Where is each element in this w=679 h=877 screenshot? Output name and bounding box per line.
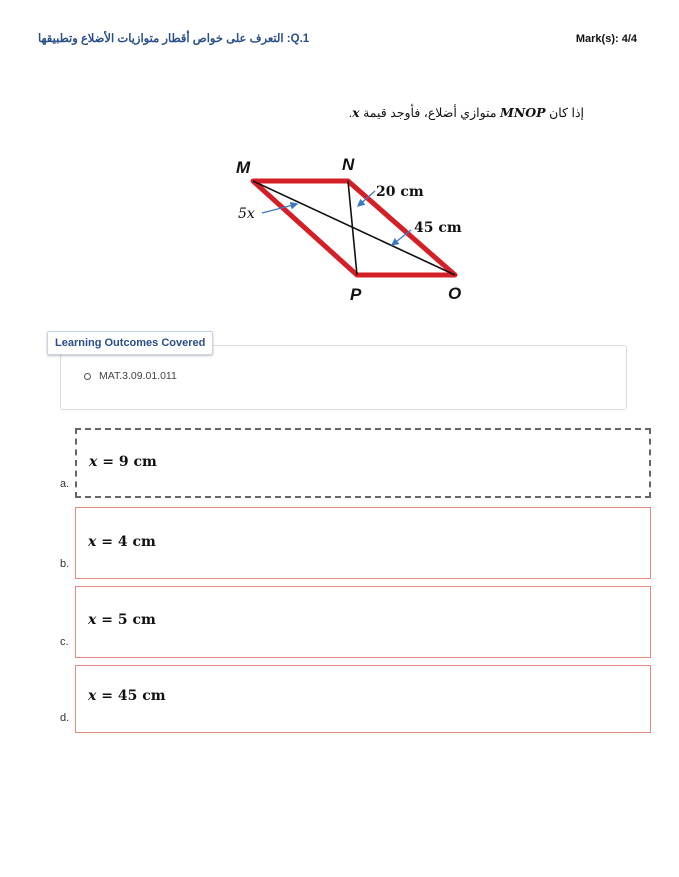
vertex-n-label: N bbox=[342, 155, 355, 174]
segment-45cm-label: 45 cm bbox=[414, 220, 462, 236]
question-shape: MNOP bbox=[500, 105, 546, 120]
question-title: التعرف على خواص أقطار متوازيات الأضلاع وتطبيقها :Q.1 bbox=[38, 33, 310, 45]
question-variable: x bbox=[352, 105, 360, 120]
option-c-box[interactable] bbox=[75, 586, 651, 658]
option-a-letter: a. bbox=[60, 478, 70, 490]
bullet-icon bbox=[84, 373, 91, 380]
option-a-text: x = 9 cm bbox=[89, 454, 157, 470]
vertex-m-label: M bbox=[236, 158, 251, 177]
option-c-letter: c. bbox=[60, 636, 69, 648]
learning-outcomes-tab[interactable]: Learning Outcomes Covered bbox=[47, 331, 213, 355]
parallelogram-figure bbox=[220, 148, 490, 308]
learning-outcome-code: MAT.3.09.01.011 bbox=[99, 370, 177, 382]
vertex-o-label: O bbox=[448, 284, 462, 303]
option-b-letter: b. bbox=[60, 558, 70, 570]
question-text bbox=[349, 105, 584, 120]
question-suffix: . bbox=[348, 106, 353, 120]
option-d-letter: d. bbox=[60, 712, 70, 724]
segment-5x-label: 5x bbox=[238, 206, 255, 222]
segment-20cm-label: 20 cm bbox=[376, 184, 424, 200]
learning-outcome-item bbox=[84, 370, 177, 382]
arrow-45cm bbox=[392, 230, 411, 245]
option-d-text: x = 45 cm bbox=[88, 688, 166, 704]
option-d-box[interactable] bbox=[75, 665, 651, 733]
question-middle: متوازي أضلاع، فأوجد قيمة bbox=[363, 106, 497, 120]
option-c-text: x = 5 cm bbox=[88, 612, 156, 628]
option-b-text: x = 4 cm bbox=[88, 534, 156, 550]
marks-label: Mark(s): 4/4 bbox=[575, 33, 637, 45]
question-prefix: إذا كان bbox=[549, 106, 584, 120]
option-b-box[interactable] bbox=[75, 507, 651, 579]
vertex-p-label: P bbox=[350, 285, 362, 304]
option-a-box[interactable] bbox=[75, 428, 651, 498]
